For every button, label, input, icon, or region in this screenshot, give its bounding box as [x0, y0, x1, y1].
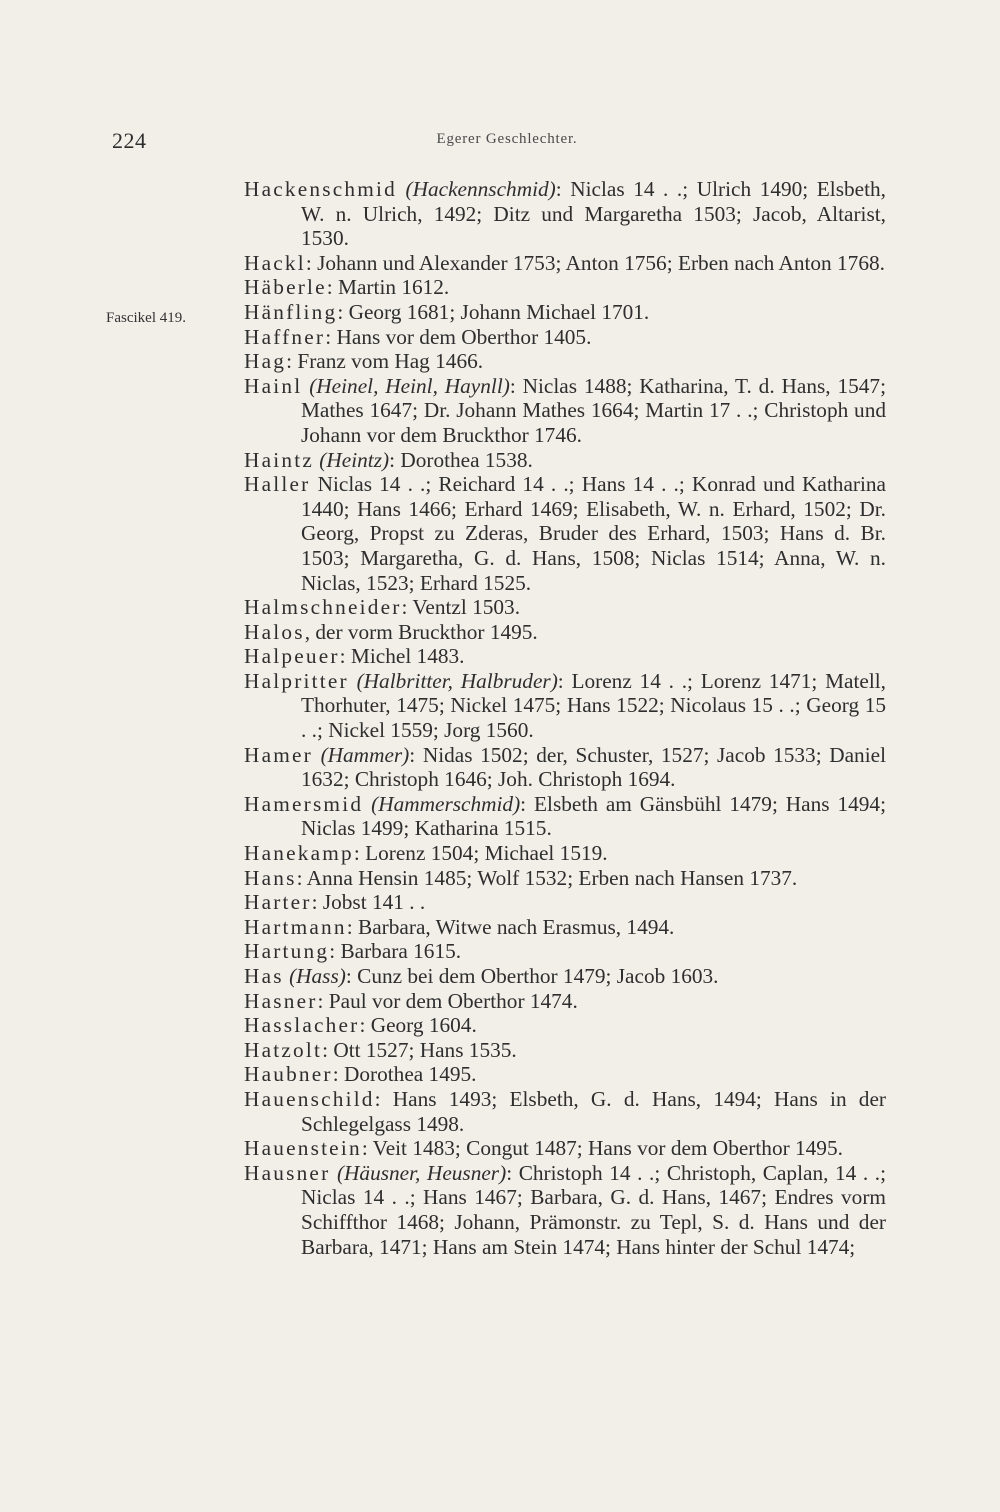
entry-surname: Hag	[244, 349, 287, 374]
surname-entry	[244, 915, 886, 940]
entry-surname: Halpritter	[244, 668, 349, 693]
surname-entry	[244, 472, 886, 595]
entry-surname: Halos	[244, 619, 305, 644]
entry-surname: Haintz	[244, 447, 314, 472]
entry-separator: :	[339, 644, 351, 669]
entry-separator: :	[506, 1160, 519, 1185]
entry-text: Niclas 14 . .; Reichard 14 . .; Hans 14 . .; Konrad und Katharina 1440; Hans 1466; Erhard 1469; Elisabeth, W. n. Erhard, 1502; Dr. Georg, Propst zu Zderas, Bruder des Erhard, 1503; Hans d. Br. 1503; Margaretha, G. d. Hans, 1508; Niclas 1514; Anna, W. n. Niclas, 1523; Erhard 1525.	[301, 472, 887, 595]
entry-surname: Hatzolt	[244, 1037, 323, 1062]
surname-entry	[244, 1136, 886, 1161]
entry-surname: Hackenschmid	[244, 177, 397, 201]
entry-surname: Hauenstein	[244, 1136, 362, 1161]
surname-entry	[244, 890, 886, 915]
entry-text: Niclas 1488; Katharina, T. d. Hans, 1547; Mathes 1647; Dr. Johann Mathes 1664; Martin 17 . .; Christoph und Johann vor dem Bruckthor 1746.	[301, 373, 886, 447]
surname-entry	[244, 1038, 886, 1063]
entry-surname: Has	[244, 964, 284, 988]
entry-separator: :	[557, 668, 572, 693]
surname-entry	[244, 644, 886, 669]
entry-text: Martin 1612.	[338, 275, 450, 300]
entry-surname: Halmschneider	[244, 595, 402, 620]
entry-surname: Haubner	[244, 1062, 333, 1087]
entry-separator: :	[401, 595, 413, 620]
surname-entry	[244, 964, 886, 989]
entry-surname: Hänfling	[244, 299, 338, 324]
entry-separator: :	[359, 1013, 371, 1038]
entry-surname: Hackl	[244, 250, 306, 275]
entry-text: Elsbeth am Gänsbühl 1479; Hans 1494; Niclas 1499; Katharina 1515.	[301, 791, 886, 841]
entry-variant: (Hackennschmid)	[405, 177, 556, 201]
entry-separator: :	[389, 447, 401, 472]
surname-entry	[244, 989, 886, 1014]
entry-surname: Hanekamp	[244, 841, 354, 866]
entry-surname: Hasslacher	[244, 1013, 360, 1038]
surname-entry	[244, 595, 886, 620]
surname-entry	[244, 325, 886, 350]
entry-separator: :	[361, 1136, 373, 1161]
surname-entry	[244, 1013, 886, 1038]
entry-text: Barbara, Witwe nach Erasmus, 1494.	[358, 914, 675, 939]
entry-surname: Hausner	[244, 1160, 331, 1185]
entry-variant: (Heinel, Heinl, Haynll)	[309, 373, 510, 398]
entry-text: Georg 1681; Johann Michael 1701.	[348, 299, 650, 324]
entry-separator: :	[555, 177, 571, 201]
entry-text: Michel 1483.	[350, 644, 465, 669]
entry-surname: Haller	[244, 472, 311, 497]
entry-text: Ott 1527; Hans 1535.	[333, 1037, 517, 1062]
surname-entry	[244, 448, 886, 473]
entry-surname: Halpeuer	[244, 644, 340, 669]
surname-entry	[244, 251, 886, 276]
entry-text: der vorm Bruckthor 1495.	[315, 619, 538, 644]
entry-variant: (Hammerschmid)	[371, 791, 521, 816]
entry-text: Nidas 1502; der, Schuster, 1527; Jacob 1533; Daniel 1632; Christoph 1646; Joh. Christoph 1694.	[301, 742, 886, 792]
entry-separator: :	[317, 988, 329, 1013]
entry-surname: Hamer	[244, 742, 313, 767]
entry-text: Cunz bei dem Oberthor 1479; Jacob 1603.	[357, 964, 719, 988]
surname-entry	[244, 792, 886, 841]
entry-surname: Harter	[244, 890, 312, 915]
entry-separator: :	[311, 890, 323, 915]
entry-text: Christoph 14 . .; Christoph, Caplan, 14 . .; Niclas 14 . .; Hans 1467; Barbara, G. d. Hans, 1467; Endres vorm Schiffthor 1468; Johann, Prämonstr. zu Tepl, S. d. Hans und der Barbara, 1471; Hans am Stein 1474; Hans hinter der Schul 1474;	[301, 1160, 886, 1259]
surname-entry	[244, 374, 886, 448]
entry-text: Veit 1483; Congut 1487; Hans vor dem Oberthor 1495.	[372, 1136, 843, 1161]
entry-text: Lorenz 1504; Michael 1519.	[365, 841, 608, 866]
entry-text: Dorothea 1495.	[343, 1062, 477, 1087]
entry-variant: (Hammer)	[320, 742, 410, 767]
entry-variant: (Häusner, Heusner)	[336, 1160, 507, 1185]
entry-separator: :	[326, 275, 339, 300]
margin-note: Fascikel 419.	[106, 310, 186, 326]
surname-entry	[244, 1087, 886, 1136]
entry-text: Franz vom Hag 1466.	[297, 349, 484, 374]
entry-separator: :	[509, 373, 523, 398]
entry-separator: :	[332, 1062, 344, 1087]
entry-text: Ventzl 1503.	[412, 595, 521, 620]
entry-variant: (Hass)	[289, 964, 346, 988]
entry-separator: ,	[304, 619, 316, 644]
entry-variant: (Heintz)	[319, 447, 390, 472]
entry-surname: Hans	[244, 865, 297, 890]
page-number: 224	[112, 128, 147, 153]
entry-separator: :	[409, 742, 423, 767]
surname-entry	[244, 1161, 886, 1259]
entry-text: Hans vor dem Oberthor 1405.	[336, 324, 592, 349]
entry-separator: :	[353, 841, 366, 866]
entry-text: Georg 1604.	[370, 1013, 477, 1038]
entry-text: Johann und Alexander 1753; Anton 1756; Erben nach Anton 1768.	[317, 250, 885, 275]
surname-entry	[244, 939, 886, 964]
entry-text: Lorenz 14 . .; Lorenz 1471; Matell, Thorhuter, 1475; Nickel 1475; Hans 1522; Nicolaus 15 . .; Georg 15 . .; Nickel 1559; Jorg 1560.	[301, 668, 887, 743]
entry-separator: :	[322, 1037, 334, 1062]
entry-text: Anna Hensin 1485; Wolf 1532; Erben nach Hansen 1737.	[306, 865, 798, 890]
entry-surname: Haffner	[244, 324, 326, 349]
entry-surname: Hasner	[244, 988, 318, 1013]
entry-text: Dorothea 1538.	[400, 447, 533, 472]
entry-text: Jobst 141 . .	[322, 890, 426, 915]
entry-surname: Hartmann	[244, 914, 347, 939]
entry-text: Paul vor dem Oberthor 1474.	[328, 988, 578, 1013]
entry-separator: :	[286, 349, 298, 374]
entry-separator: :	[346, 914, 359, 939]
entry-separator	[310, 472, 317, 496]
entry-surname: Hainl	[244, 373, 303, 398]
entry-separator: :	[305, 250, 318, 275]
surname-entry	[244, 743, 886, 792]
entry-separator: :	[345, 964, 358, 988]
entry-separator: :	[520, 791, 535, 816]
surname-entry	[244, 177, 886, 251]
surname-entry	[244, 1062, 886, 1087]
entry-separator: :	[329, 939, 341, 964]
entry-surname: Hamersmid	[244, 791, 364, 816]
entry-separator: :	[325, 324, 337, 349]
surname-entry	[244, 841, 886, 866]
entry-text: Barbara 1615.	[340, 939, 462, 964]
entry-text: Hans 1493; Elsbeth, G. d. Hans, 1494; Hans in der Schlegelgass 1498.	[301, 1086, 886, 1136]
entry-separator: :	[374, 1086, 393, 1111]
entry-surname: Hartung	[244, 939, 330, 964]
entry-surname: Häberle	[244, 275, 327, 300]
surname-entry	[244, 349, 886, 374]
surname-entry	[244, 620, 886, 645]
running-title: Egerer Geschlechter.	[436, 131, 578, 147]
entry-text: Niclas 14 . .; Ulrich 1490; Elsbeth, W. n. Ulrich, 1492; Ditz und Margaretha 1503; Jacob, Altarist, 1530.	[301, 177, 886, 251]
entry-separator: :	[337, 299, 349, 324]
entry-variant: (Halbritter, Halbruder)	[356, 668, 558, 693]
surname-entry	[244, 669, 886, 743]
page-header	[112, 128, 902, 156]
entry-separator: :	[296, 865, 307, 890]
surname-entry	[244, 275, 886, 300]
entry-surname: Hauenschild	[244, 1086, 375, 1111]
surname-entry	[244, 866, 886, 891]
surname-entry	[244, 300, 886, 325]
entry-list	[244, 177, 886, 1259]
